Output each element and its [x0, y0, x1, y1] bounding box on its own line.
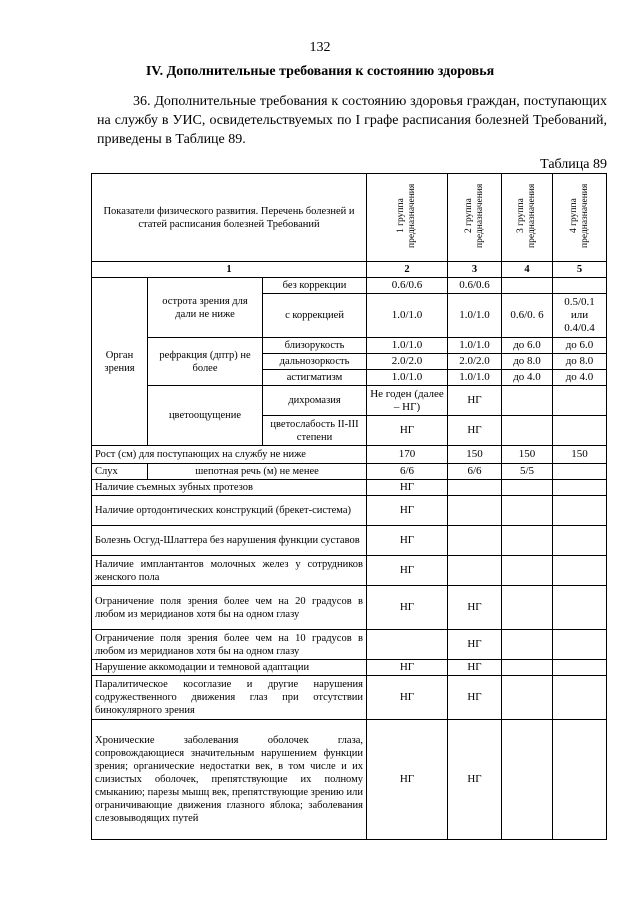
value-cell [553, 416, 607, 446]
value-cell: НГ [448, 586, 502, 630]
value-cell: 0.6/0. 6 [502, 294, 553, 338]
value-cell: НГ [367, 660, 448, 676]
value-cell [502, 386, 553, 416]
paragraph-36 [97, 92, 607, 149]
row-label: Паралитическое косоглазие и другие нарушения содружественного движения глаз при отсутствии бинокулярного зрения [92, 676, 367, 720]
row-label: Слух [92, 464, 148, 480]
value-cell [553, 660, 607, 676]
row-label: Хронические заболевания оболочек глаза, сопровождающиеся значительным нарушением функции зрения; органические недостатки век, в том числе и их слизистых оболочек, препятствующие их полному смыканию; парезы мышц век, препятствующие зрению или ограничивающие движения глазного яблока; заболевания слезовыводящих путей [92, 720, 367, 840]
acuity-label: острота зрения для дали не ниже [148, 278, 263, 338]
row-sublabel: шепотная речь (м) не менее [148, 464, 367, 480]
value-cell: до 4.0 [502, 370, 553, 386]
value-cell: 1.0/1.0 [367, 370, 448, 386]
table-row [92, 720, 607, 840]
value-cell: НГ [367, 416, 448, 446]
value-cell [502, 526, 553, 556]
paragraph-number: 36. [133, 94, 151, 109]
value-cell: НГ [448, 630, 502, 660]
value-cell: до 6.0 [502, 338, 553, 354]
value-cell [502, 278, 553, 294]
value-cell: до 6.0 [553, 338, 607, 354]
table-label: Таблица 89 [540, 157, 607, 172]
value-cell: НГ [448, 416, 502, 446]
row-label: дальнозоркость [263, 354, 367, 370]
paragraph-text: Дополнительные требования к состоянию здоровья граждан, поступающих на службу в УИС, освидетельствуемых по I графе расписания болезней Требований, приведены в Таблице 89. [97, 94, 608, 147]
value-cell: НГ [448, 386, 502, 416]
row-label: близорукость [263, 338, 367, 354]
column-numbers-row [92, 262, 607, 278]
organ-vision-cell: Орган зрения [92, 278, 148, 446]
value-cell: НГ [367, 586, 448, 630]
value-cell: 1.0/1.0 [448, 370, 502, 386]
page-number: 132 [309, 40, 331, 55]
value-cell: до 8.0 [553, 354, 607, 370]
column-number: 5 [553, 262, 607, 278]
header-group-1: 1 группа предназначения [367, 174, 448, 262]
table-row [92, 386, 607, 416]
row-label: Наличие съемных зубных протезов [92, 480, 367, 496]
value-cell: 1.0/1.0 [448, 294, 502, 338]
value-cell: 170 [367, 446, 448, 464]
value-cell [502, 586, 553, 630]
value-cell: до 8.0 [502, 354, 553, 370]
value-cell: НГ [367, 480, 448, 496]
value-cell: НГ [367, 496, 448, 526]
value-cell [502, 556, 553, 586]
value-cell: 0.6/0.6 [367, 278, 448, 294]
header-group-4: 4 группа предназначения [553, 174, 607, 262]
table-row [92, 630, 607, 660]
row-label: Болезнь Осгуд-Шлаттера без нарушения функции суставов [92, 526, 367, 556]
row-label: с коррекцией [263, 294, 367, 338]
value-cell [553, 676, 607, 720]
table-row [92, 278, 607, 294]
value-cell: 0.5/0.1 или 0.4/0.4 [553, 294, 607, 338]
row-label: Ограничение поля зрения более чем на 20 градусов в любом из меридианов хотя бы на одном глазу [92, 586, 367, 630]
row-label: Наличие имплантантов молочных желез у сотрудников женского пола [92, 556, 367, 586]
value-cell [553, 556, 607, 586]
table-row [92, 556, 607, 586]
row-label: Наличие ортодонтических конструкций (брекет-система) [92, 496, 367, 526]
value-cell [448, 496, 502, 526]
value-cell [502, 480, 553, 496]
value-cell [367, 630, 448, 660]
row-label: цветослабость II-III степени [263, 416, 367, 446]
column-number: 3 [448, 262, 502, 278]
value-cell [502, 720, 553, 840]
value-cell: 2.0/2.0 [367, 354, 448, 370]
table-row [92, 676, 607, 720]
value-cell: НГ [448, 720, 502, 840]
value-cell: 150 [448, 446, 502, 464]
row-label: Рост (см) для поступающих на службу не ниже [92, 446, 367, 464]
value-cell: НГ [448, 660, 502, 676]
value-cell [553, 586, 607, 630]
row-label: Ограничение поля зрения более чем на 10 градусов в любом из меридианов хотя бы на одном глазу [92, 630, 367, 660]
value-cell [502, 660, 553, 676]
value-cell: НГ [367, 720, 448, 840]
value-cell: Не годен (далее – НГ) [367, 386, 448, 416]
value-cell: НГ [367, 556, 448, 586]
refraction-label: рефракция (дптр) не более [148, 338, 263, 386]
value-cell: НГ [367, 526, 448, 556]
value-cell: 1.0/1.0 [448, 338, 502, 354]
value-cell: 1.0/1.0 [367, 338, 448, 354]
value-cell [502, 416, 553, 446]
value-cell [553, 464, 607, 480]
value-cell [502, 496, 553, 526]
header-group-3: 3 группа предназначения [502, 174, 553, 262]
value-cell [553, 386, 607, 416]
value-cell [553, 720, 607, 840]
column-number: 4 [502, 262, 553, 278]
value-cell [553, 480, 607, 496]
value-cell: НГ [367, 676, 448, 720]
table-row [92, 586, 607, 630]
value-cell: 0.6/0.6 [448, 278, 502, 294]
value-cell [553, 278, 607, 294]
column-number: 1 [92, 262, 367, 278]
header-indicators: Показатели физического развития. Перечень болезней и статей расписания болезней Требований [92, 174, 367, 262]
table-row [92, 338, 607, 354]
row-label: астигматизм [263, 370, 367, 386]
value-cell: 6/6 [448, 464, 502, 480]
row-label: Нарушение аккомодации и темновой адаптации [92, 660, 367, 676]
section-title: IV. Дополнительные требования к состоянию здоровья [145, 64, 495, 79]
value-cell: НГ [448, 676, 502, 720]
table-row [92, 526, 607, 556]
value-cell: до 4.0 [553, 370, 607, 386]
value-cell [553, 630, 607, 660]
row-label: дихромазия [263, 386, 367, 416]
table-row [92, 464, 607, 480]
value-cell: 150 [502, 446, 553, 464]
value-cell [502, 630, 553, 660]
requirements-table [91, 173, 607, 840]
table-header-row [92, 174, 607, 262]
value-cell: 2.0/2.0 [448, 354, 502, 370]
column-number: 2 [367, 262, 448, 278]
value-cell [553, 526, 607, 556]
row-label: без коррекции [263, 278, 367, 294]
value-cell [448, 526, 502, 556]
value-cell: 1.0/1.0 [367, 294, 448, 338]
header-group-2: 2 группа предназначения [448, 174, 502, 262]
table-row [92, 480, 607, 496]
value-cell [448, 480, 502, 496]
color-perception-label: цветоощущение [148, 386, 263, 446]
table-row [92, 446, 607, 464]
table-row [92, 496, 607, 526]
value-cell: 150 [553, 446, 607, 464]
value-cell [553, 496, 607, 526]
value-cell: 5/5 [502, 464, 553, 480]
value-cell [448, 556, 502, 586]
table-row [92, 660, 607, 676]
value-cell: 6/6 [367, 464, 448, 480]
value-cell [502, 676, 553, 720]
